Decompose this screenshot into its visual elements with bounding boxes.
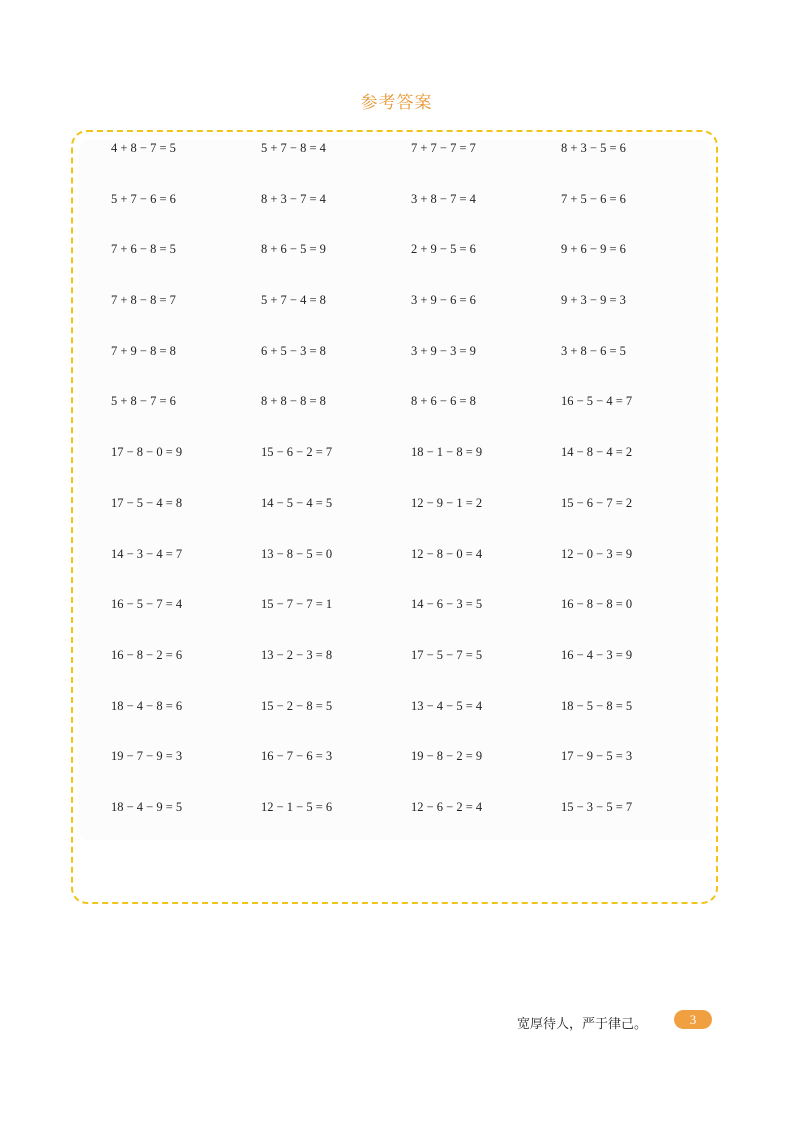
answer-equation: 15 − 2 − 8 = 5 [261, 698, 333, 713]
answer-equation: 3 + 8 − 6 = 5 [561, 343, 626, 358]
answer-equation: 19 − 8 − 2 = 9 [411, 749, 483, 764]
answer-grid [111, 140, 711, 850]
answer-equation: 8 + 3 − 7 = 4 [261, 191, 326, 206]
answer-equation: 3 + 9 − 3 = 9 [411, 343, 476, 358]
answer-equation: 7 + 6 − 8 = 5 [111, 242, 176, 257]
answer-equation: 7 + 9 − 8 = 8 [111, 343, 176, 358]
answer-equation: 16 − 8 − 8 = 0 [561, 597, 633, 612]
answer-equation: 15 − 7 − 7 = 1 [261, 597, 333, 612]
answer-equation: 16 − 5 − 7 = 4 [111, 597, 183, 612]
answer-equation: 18 − 1 − 8 = 9 [411, 445, 483, 460]
answer-equation: 12 − 0 − 3 = 9 [561, 546, 633, 561]
answer-equation: 8 + 8 − 8 = 8 [261, 394, 326, 409]
answer-equation: 14 − 5 − 4 = 5 [261, 495, 333, 510]
answer-equation: 17 − 5 − 4 = 8 [111, 495, 183, 510]
answer-equation: 5 + 8 − 7 = 6 [111, 394, 176, 409]
answer-equation: 12 − 1 − 5 = 6 [261, 799, 333, 814]
answer-equation: 6 + 5 − 3 = 8 [261, 343, 326, 358]
answer-equation: 14 − 6 − 3 = 5 [411, 597, 483, 612]
answer-equation: 12 − 9 − 1 = 2 [411, 495, 483, 510]
page-number-badge: 3 [674, 1010, 712, 1029]
answer-equation: 17 − 8 − 0 = 9 [111, 445, 183, 460]
answer-equation: 3 + 9 − 6 = 6 [411, 293, 476, 308]
answer-equation: 14 − 8 − 4 = 2 [561, 445, 633, 460]
answer-equation: 5 + 7 − 8 = 4 [261, 141, 326, 155]
answer-equation: 9 + 6 − 9 = 6 [561, 242, 626, 257]
answer-equation: 7 + 7 − 7 = 7 [411, 141, 476, 155]
answer-equation: 17 − 5 − 7 = 5 [411, 647, 483, 662]
answer-equation: 16 − 7 − 6 = 3 [261, 749, 333, 764]
answer-equation: 9 + 3 − 9 = 3 [561, 293, 626, 308]
answer-equation: 15 − 3 − 5 = 7 [561, 799, 633, 814]
answer-equation: 18 − 4 − 9 = 5 [111, 799, 183, 814]
answer-equation: 13 − 2 − 3 = 8 [261, 647, 333, 662]
answer-equation: 8 + 3 − 5 = 6 [561, 141, 626, 155]
answer-equation: 15 − 6 − 7 = 2 [561, 495, 633, 510]
answer-equation: 12 − 8 − 0 = 4 [411, 546, 483, 561]
answer-equation: 5 + 7 − 4 = 8 [261, 293, 326, 308]
answer-box [71, 130, 718, 904]
answer-equation: 7 + 5 − 6 = 6 [561, 191, 626, 206]
page-title: 参考答案 [360, 93, 433, 113]
answer-equation: 15 − 6 − 2 = 7 [261, 445, 333, 460]
answer-equation: 18 − 4 − 8 = 6 [111, 698, 183, 713]
answer-equation: 13 − 8 − 5 = 0 [261, 546, 333, 561]
answer-equation: 16 − 4 − 3 = 9 [561, 647, 633, 662]
answer-equation: 16 − 8 − 2 = 6 [111, 647, 183, 662]
answer-equation: 8 + 6 − 5 = 9 [261, 242, 326, 257]
answer-equation: 17 − 9 − 5 = 3 [561, 749, 633, 764]
answer-equation: 2 + 9 − 5 = 6 [411, 242, 476, 257]
answer-equation: 14 − 3 − 4 = 7 [111, 546, 183, 561]
answer-equation: 16 − 5 − 4 = 7 [561, 394, 633, 409]
answer-equation: 4 + 8 − 7 = 5 [111, 141, 176, 155]
answer-equation: 18 − 5 − 8 = 5 [561, 698, 633, 713]
answer-equation: 12 − 6 − 2 = 4 [411, 799, 483, 814]
answer-equation: 19 − 7 − 9 = 3 [111, 749, 183, 764]
answer-equation: 5 + 7 − 6 = 6 [111, 191, 176, 206]
answer-equation: 3 + 8 − 7 = 4 [411, 191, 476, 206]
answer-equation: 13 − 4 − 5 = 4 [411, 698, 483, 713]
footer-motto: 宽厚待人，严于律己。 [517, 1017, 648, 1032]
answer-equation: 8 + 6 − 6 = 8 [411, 394, 476, 409]
answer-equation: 7 + 8 − 8 = 7 [111, 293, 176, 308]
